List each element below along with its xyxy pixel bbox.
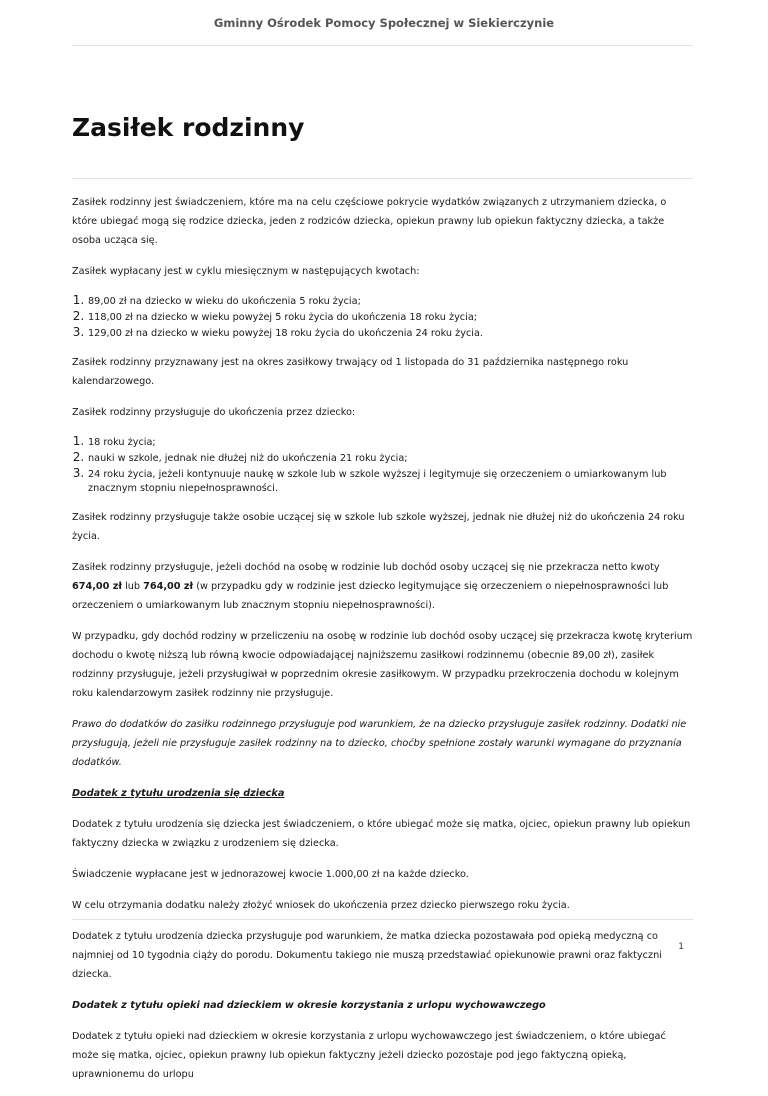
section-heading-parental-leave: Dodatek z tytułu opieki nad dzieckiem w okresie korzystania z urlopu wychowawczego	[72, 1000, 546, 1011]
income-text-part: Zasiłek rodzinny przysługuje, jeżeli dochód na osobę w rodzinie lub dochód osoby uczącej się nie przekracza netto kwoty	[72, 562, 660, 573]
document-body	[72, 193, 693, 1096]
title-divider	[72, 178, 693, 179]
paragraph-parental-leave: Dodatek z tytułu opieki nad dzieckiem w okresie korzystania z urlopu wychowawczego jest świadczeniem, o które ubiegać może się matka, ojciec, opiekun prawny lub opiekun faktyczny jeżeli dziecko pozostaje pod jego faktyczną opieką, uprawnionemu do urlopu	[72, 1031, 666, 1080]
page-title: Zasiłek rodzinny	[72, 113, 305, 142]
paragraph-period: Zasiłek rodzinny przyznawany jest na okres zasiłkowy trwający od 1 listopada do 31 października następnego roku kalendarzowego.	[72, 357, 629, 387]
paragraph-income-exceeded: W przypadku, gdy dochód rodziny w przeliczeniu na osobę w rodzinie lub dochód osoby uczącej się przekracza kwotę kryterium dochodu o kwotę niższą lub równą kwocie odpowiadającej najniższemu zasiłkowi rodzinnemu (obecnie 89,00 zł), zasiłek rodzinny przysługuje, jeżeli przysługiwał w poprzednim okresie zasiłkowym. W przypadku przekroczenia dochodu w kolejnym roku kalendarzowym zasiłek rodzinny nie przysługuje.	[72, 631, 693, 699]
list-item: 2. 118,00 zł na dziecko w wieku powyżej 5 roku życia do ukończenia 18 roku życia;	[88, 309, 693, 325]
duration-list	[72, 434, 693, 496]
amounts-list	[72, 293, 693, 341]
section-heading-birth: Dodatek z tytułu urodzenia się dziecka	[72, 788, 285, 799]
paragraph-duration-intro: Zasiłek rodzinny przysługuje do ukończenia przez dziecko:	[72, 407, 356, 418]
footer-divider	[72, 919, 693, 920]
paragraph-student: Zasiłek rodzinny przysługuje także osobie uczącej się w szkole lub szkole wyższej, jednak nie dłużej niż do ukończenia 24 roku życia.	[72, 512, 685, 542]
list-item: 3. 24 roku życia, jeżeli kontynuuje naukę w szkole lub w szkole wyższej i legitymuje się orzeczeniem o umiarkowanym lub znacznym stopniu niepełnosprawności.	[88, 466, 693, 496]
income-threshold: 674,00 zł	[72, 581, 122, 592]
header-divider	[72, 45, 693, 46]
income-text-part: lub	[122, 581, 144, 592]
paragraph-birth-amount: Świadczenie wypłacane jest w jednorazowej kwocie 1.000,00 zł na każde dziecko.	[72, 869, 469, 880]
page-number: 1	[678, 942, 684, 952]
list-item: 2. nauki w szkole, jednak nie dłużej niż do ukończenia 21 roku życia;	[88, 450, 693, 466]
paragraph-income	[72, 558, 693, 615]
paragraph-birth-deadline: W celu otrzymania dodatku należy złożyć wniosek do ukończenia przez dziecko pierwszego roku życia.	[72, 900, 570, 911]
list-item: 1. 89,00 zł na dziecko w wieku do ukończenia 5 roku życia;	[88, 293, 693, 309]
income-text-part: (w przypadku gdy w rodzinie jest dziecko legitymujące się orzeczeniem o niepełnosprawności lub orzeczeniem o umiarkowanym lub znacznym stopniu niepełnosprawności).	[72, 581, 669, 611]
list-item: 1. 18 roku życia;	[88, 434, 693, 450]
paragraph-intro: Zasiłek rodzinny jest świadczeniem, które ma na celu częściowe pokrycie wydatków związanych z utrzymaniem dziecka, o które ubiegać mogą się rodzice dziecka, jeden z rodziców dziecka, opiekun prawny lub opiekun faktyczny dziecka, a także osoba ucząca się.	[72, 197, 667, 246]
list-item: 3. 129,00 zł na dziecko w wieku powyżej 18 roku życia do ukończenia 24 roku życia.	[88, 325, 693, 341]
paragraph-supplements-note: Prawo do dodatków do zasiłku rodzinnego przysługuje pod warunkiem, że na dziecko przysługuje zasiłek rodzinny. Dodatki nie przysługują, jeżeli nie przysługuje zasiłek rodzinny na to dziecko, choćby spełnione zostały warunki wymagane do przyznania dodatków.	[72, 719, 687, 768]
paragraph-amounts-intro: Zasiłek wypłacany jest w cyklu miesięcznym w następujących kwotach:	[72, 266, 420, 277]
paragraph-birth-condition: Dodatek z tytułu urodzenia dziecka przysługuje pod warunkiem, że matka dziecka pozostawała pod opieką medyczną co najmniej od 10 tygodnia ciąży do porodu. Dokumentu takiego nie muszą przedstawiać opiekunowie prawni oraz faktyczni dziecka.	[72, 931, 662, 980]
income-threshold-disabled: 764,00 zł	[143, 581, 194, 592]
paragraph-birth-definition: Dodatek z tytułu urodzenia się dziecka jest świadczeniem, o które ubiegać może się matka, ojciec, opiekun prawny lub opiekun faktyczny dziecka w związku z urodzeniem się dziecka.	[72, 819, 691, 849]
page-header: Gminny Ośrodek Pomocy Społecznej w Siekierczynie	[213, 16, 555, 30]
